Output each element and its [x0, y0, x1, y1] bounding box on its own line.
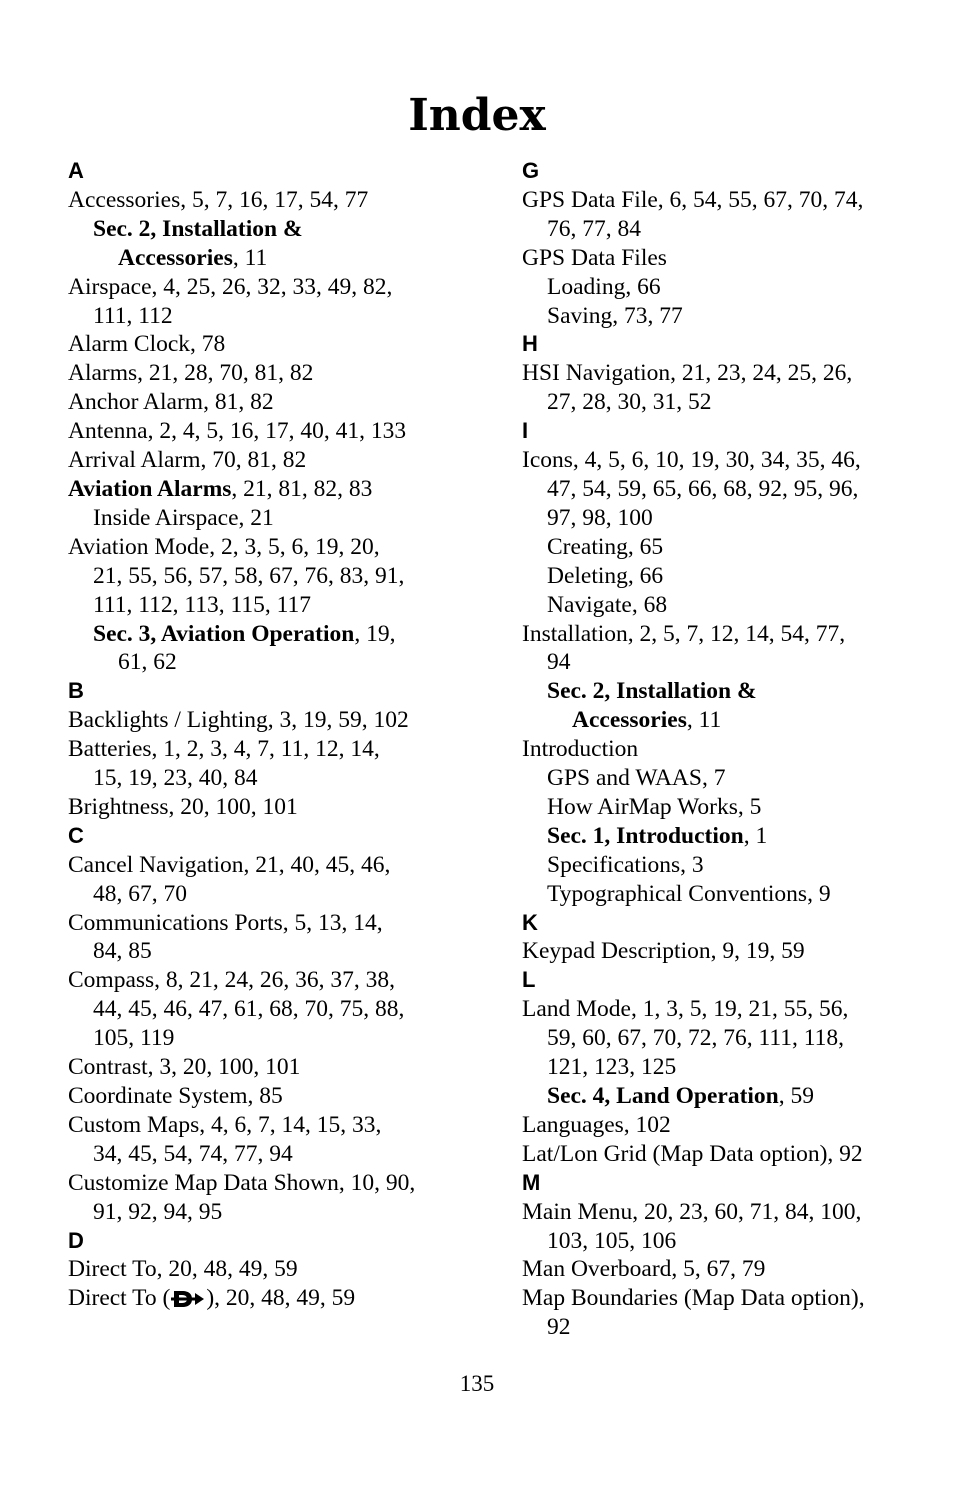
index-entry [68, 186, 488, 215]
index-subentry [68, 504, 488, 533]
index-column-right [522, 157, 942, 1342]
entry-text: Anchor Alarm, 81, 82 [68, 389, 274, 416]
index-letter-heading: A [68, 158, 84, 183]
index-entry [522, 186, 942, 215]
entry-text: 61, 62 [118, 649, 177, 676]
entry-text: Accessories, 5, 7, 16, 17, 54, 77 [68, 186, 369, 213]
index-subentry [522, 475, 942, 504]
entry-text: Compass, 8, 21, 24, 26, 36, 37, 38, [68, 967, 396, 994]
index-letter-heading: B [68, 678, 84, 704]
entry-text: Map Boundaries (Map Data option), [522, 1285, 865, 1312]
entry-text: Main Menu, 20, 23, 60, 71, 84, 100, [522, 1198, 862, 1225]
index-entry [68, 1255, 488, 1284]
index-subentry [68, 1140, 488, 1169]
index-entry [68, 475, 488, 504]
entry-bold-text: Sec. 2, Installation & [547, 678, 757, 705]
index-entry [522, 1140, 942, 1169]
index-entry [68, 1111, 488, 1140]
index-entry [522, 244, 942, 273]
index-subentry [522, 1313, 942, 1342]
index-subentry [68, 937, 488, 966]
index-entry [522, 1284, 942, 1313]
index-letter-heading: C [68, 822, 84, 848]
entry-text: Cancel Navigation, 21, 40, 45, 46, [68, 851, 391, 878]
entry-text: Direct To ( [68, 1285, 171, 1312]
index-entry [522, 359, 942, 388]
entry-text: 121, 123, 125 [547, 1054, 677, 1081]
index-subentry [68, 764, 488, 793]
index-subentry [522, 302, 942, 331]
entry-text: , 59 [778, 1083, 815, 1109]
index-entry [522, 1255, 942, 1284]
index-letter-heading: D [68, 1227, 84, 1253]
entry-text: Arrival Alarm, 70, 81, 82 [68, 447, 307, 474]
index-subentry [68, 215, 488, 244]
entry-text: 92 [547, 1314, 571, 1341]
page-title: Index [408, 90, 546, 141]
entry-text: Specifications, 3 [547, 851, 704, 878]
index-subentry [68, 1198, 488, 1227]
index-subentry [522, 504, 942, 533]
index-subentry [522, 648, 942, 677]
index-entry [522, 446, 942, 475]
index-entry [68, 851, 488, 880]
index-entry [68, 793, 488, 822]
index-subentry [522, 1082, 942, 1111]
entry-text: 103, 105, 106 [547, 1227, 677, 1254]
page-number: 135 [459, 1371, 495, 1396]
entry-text: HSI Navigation, 21, 23, 24, 25, 26, [522, 360, 853, 387]
entry-text: , 21, 81, 82, 83 [231, 475, 373, 502]
entry-text: Inside Airspace, 21 [93, 504, 274, 531]
index-subentry [68, 1024, 488, 1053]
index-entry [68, 446, 488, 475]
entry-text: 48, 67, 70 [93, 880, 187, 907]
index-letter-heading: G [522, 158, 540, 183]
index-subentry [522, 706, 942, 735]
entry-text: Brightness, 20, 100, 101 [68, 793, 298, 820]
entry-text: Communications Ports, 5, 13, 14, [68, 909, 383, 936]
index-letter-heading: H [522, 331, 538, 357]
index-entry [522, 620, 942, 649]
index-letter-heading: M [522, 1169, 541, 1195]
index-entry [522, 937, 942, 966]
index-entry [68, 533, 488, 562]
entry-text: GPS and WAAS, 7 [547, 765, 726, 792]
entry-text: Creating, 65 [547, 533, 664, 560]
entry-text: Aviation Mode, 2, 3, 5, 6, 19, 20, [68, 533, 380, 560]
index-subentry [522, 822, 942, 851]
index-subentry [68, 244, 488, 273]
entry-text: 21, 55, 56, 57, 58, 67, 76, 83, 91, [93, 562, 405, 589]
entry-text: Keypad Description, 9, 19, 59 [522, 938, 805, 965]
entry-bold-text: Sec. 3, Aviation Operation [93, 620, 355, 647]
index-entry [68, 735, 488, 764]
index-subentry [522, 562, 942, 591]
index-entry [68, 1284, 488, 1313]
entry-text: Icons, 4, 5, 6, 10, 19, 30, 34, 35, 46, [522, 447, 861, 474]
entry-bold-text: Sec. 4, Land Operation [547, 1083, 779, 1109]
entry-text: Man Overboard, 5, 67, 79 [522, 1256, 766, 1283]
index-subentry [522, 591, 942, 620]
index-entry [68, 966, 488, 995]
entry-bold-text: Sec. 1, Introduction [547, 822, 744, 849]
index-entry [68, 388, 488, 417]
index-subentry [522, 851, 942, 880]
index-subentry [522, 215, 942, 244]
index-entry [68, 330, 488, 359]
index-entry [522, 995, 942, 1024]
index-letter-heading: L [522, 967, 536, 993]
index-letter-heading: I [522, 418, 529, 444]
entry-text: 105, 119 [93, 1025, 175, 1052]
entry-text: Deleting, 66 [547, 562, 664, 589]
entry-text: 47, 54, 59, 65, 66, 68, 92, 95, 96, [547, 475, 859, 502]
index-subentry [68, 591, 488, 620]
index-subentry [68, 620, 488, 649]
entry-text: GPS Data File, 6, 54, 55, 67, 70, 74, [522, 186, 864, 213]
entry-text: Direct To, 20, 48, 49, 59 [68, 1256, 298, 1283]
index-subentry [68, 880, 488, 909]
index-entry [68, 706, 488, 735]
entry-text: Loading, 66 [547, 273, 661, 300]
entry-text: Installation, 2, 5, 7, 12, 14, 54, 77, [522, 620, 846, 647]
entry-text: 59, 60, 67, 70, 72, 76, 111, 118, [547, 1025, 845, 1052]
index-subentry [522, 1053, 942, 1082]
entry-text: 111, 112 [93, 302, 173, 329]
entry-text: ), 20, 48, 49, 59 [206, 1285, 356, 1312]
index-entry [68, 273, 488, 302]
entry-text: Land Mode, 1, 3, 5, 19, 21, 55, 56, [522, 996, 849, 1023]
entry-text: 84, 85 [93, 938, 152, 965]
index-subentry [522, 793, 942, 822]
index-entry [68, 417, 488, 446]
index-subentry [522, 388, 942, 417]
entry-bold-text: Accessories [118, 244, 233, 271]
index-subentry [68, 562, 488, 591]
entry-text: , 1 [743, 822, 768, 849]
index-subentry [522, 1024, 942, 1053]
index-entry [522, 735, 942, 764]
entry-bold-text: Sec. 2, Installation & [93, 215, 303, 242]
index-subentry [522, 880, 942, 909]
index-entry [68, 359, 488, 388]
index-column-left [68, 157, 488, 1313]
direct-to-icon [171, 1289, 205, 1309]
index-subentry [68, 302, 488, 331]
entry-text: Customize Map Data Shown, 10, 90, [68, 1169, 416, 1196]
entry-text: Languages, 102 [522, 1111, 671, 1138]
entry-text: Saving, 73, 77 [547, 302, 683, 329]
index-entry [68, 1169, 488, 1198]
entry-text: 97, 98, 100 [547, 504, 653, 531]
index-entry [68, 1053, 488, 1082]
entry-text: How AirMap Works, 5 [547, 793, 762, 820]
entry-text: Custom Maps, 4, 6, 7, 14, 15, 33, [68, 1111, 382, 1138]
entry-text: Contrast, 3, 20, 100, 101 [68, 1054, 301, 1081]
index-entry [522, 1111, 942, 1140]
entry-text: 34, 45, 54, 74, 77, 94 [93, 1140, 293, 1167]
entry-text: Coordinate System, 85 [68, 1083, 283, 1109]
index-subentry [68, 648, 488, 677]
entry-text: 44, 45, 46, 47, 61, 68, 70, 75, 88, [93, 996, 405, 1023]
index-subentry [68, 995, 488, 1024]
entry-text: 111, 112, 113, 115, 117 [93, 591, 312, 618]
index-subentry [522, 533, 942, 562]
entry-text: , 11 [686, 707, 722, 734]
index-subentry [522, 677, 942, 706]
entry-text: 91, 92, 94, 95 [93, 1198, 223, 1225]
entry-text: 27, 28, 30, 31, 52 [547, 389, 712, 416]
index-subentry [522, 1227, 942, 1256]
index-subentry [522, 764, 942, 793]
entry-bold-text: Aviation Alarms [68, 475, 232, 502]
entry-text: Batteries, 1, 2, 3, 4, 7, 11, 12, 14, [68, 736, 380, 763]
entry-text: Alarm Clock, 78 [68, 331, 226, 358]
index-entry [68, 1082, 488, 1111]
entry-text: , 11 [232, 244, 268, 271]
entry-text: Airspace, 4, 25, 26, 32, 33, 49, 82, [68, 273, 393, 300]
entry-text: Introduction [522, 736, 639, 763]
entry-text: Backlights / Lighting, 3, 19, 59, 102 [68, 707, 409, 734]
index-entry [522, 1198, 942, 1227]
entry-bold-text: Accessories [572, 707, 687, 734]
entry-text: GPS Data Files [522, 244, 667, 271]
entry-text: Lat/Lon Grid (Map Data option), 92 [522, 1140, 863, 1167]
entry-text: Typographical Conventions, 9 [547, 880, 831, 907]
index-letter-heading: K [522, 909, 538, 935]
index-subentry [522, 273, 942, 302]
entry-text: Antenna, 2, 4, 5, 16, 17, 40, 41, 133 [68, 418, 407, 445]
index-entry [68, 909, 488, 938]
entry-text: 15, 19, 23, 40, 84 [93, 765, 258, 792]
entry-text: Alarms, 21, 28, 70, 81, 82 [68, 360, 314, 387]
entry-text: Navigate, 68 [547, 591, 668, 618]
entry-text: , 19, [354, 620, 396, 647]
entry-text: 94 [547, 649, 571, 676]
entry-text: 76, 77, 84 [547, 215, 641, 242]
